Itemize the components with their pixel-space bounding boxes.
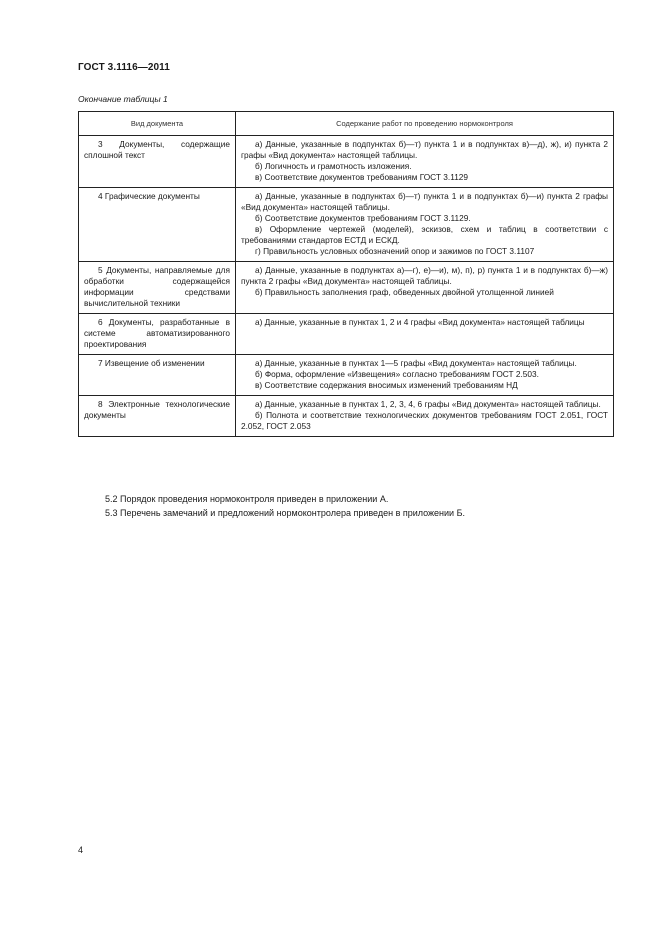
table-row [79, 136, 614, 188]
content-line: а) Данные, указанные в подпунктах б)—т) пункта 1 и в подпунктах б)—и) пункта 2 графы «Вид документа» настоящей таблицы. [241, 191, 608, 212]
content-line: б) Соответствие документов требованиям ГОСТ 3.1129. [255, 213, 471, 223]
content-cell [236, 396, 614, 437]
content-line: а) Данные, указанные в пунктах 1, 2, 3, 4, 6 графы «Вид документа» настоящей таблицы. [255, 399, 601, 409]
body-paragraphs [78, 493, 613, 520]
content-line: б) Правильность заполнения граф, обведенных двойной утолщенной линией [255, 287, 554, 297]
requirements-table [78, 111, 614, 437]
column-header-content: Содержание работ по проведению нормоконтроля [236, 112, 614, 136]
content-line: в) Оформление чертежей (моделей), эскизов, схем и таблиц в соответствии с требованиями стандартов ЕСТД и ЕСКД. [241, 224, 608, 245]
doc-type-cell: 5 Документы, направляемые для обработки содержащейся информации средствами вычислительной техники [79, 262, 236, 314]
table-row [79, 262, 614, 314]
content-cell [236, 355, 614, 396]
page-number: 4 [78, 845, 84, 855]
column-header-doc-type: Вид документа [79, 112, 236, 136]
doc-type-cell: 3 Документы, содержащие сплошной текст [79, 136, 236, 188]
content-line: б) Форма, оформление «Извещения» согласно требованиям ГОСТ 2.503. [255, 369, 539, 379]
content-line: г) Правильность условных обозначений опор и зажимов по ГОСТ 3.1107 [255, 246, 535, 256]
content-line: б) Логичность и грамотность изложения. [255, 161, 412, 171]
content-cell [236, 188, 614, 262]
content-line: а) Данные, указанные в подпунктах а)—г), е)—и), м), п), р) пункта 1 и в подпунктах б)—ж) пункта 2 графы «Вид документа» настоящей таблицы. [241, 265, 608, 286]
table-row [79, 396, 614, 437]
content-line: б) Полнота и соответствие технологических документов требованиям ГОСТ 2.051, ГОСТ 2.052, ГОСТ 2.053 [241, 410, 608, 431]
content-line: а) Данные, указанные в пунктах 1—5 графы «Вид документа» настоящей таблицы. [255, 358, 577, 368]
doc-type-cell: 8 Электронные технологические документы [79, 396, 236, 437]
paragraph-5-2: 5.2 Порядок проведения нормоконтроля приведен в приложении А. [105, 494, 389, 504]
content-line: в) Соответствие содержания вносимых изменений требованиям НД [255, 380, 518, 390]
doc-type-cell: 7 Извещение об изменении [79, 355, 236, 396]
content-line: а) Данные, указанные в пунктах 1, 2 и 4 графы «Вид документа» настоящей таблицы [255, 317, 585, 327]
content-cell [236, 136, 614, 188]
table-caption: Окончание таблицы 1 [78, 94, 168, 104]
content-line: а) Данные, указанные в подпунктах б)—т) пункта 1 и в подпунктах в)—д), ж), и) пункта 2 графы «Вид документа» настоящей таблицы. [241, 139, 608, 160]
table-row [79, 188, 614, 262]
doc-type-cell: 6 Документы, разработанные в системе автоматизированного проектирования [79, 314, 236, 355]
doc-type-cell: 4 Графические документы [79, 188, 236, 262]
document-header: ГОСТ 3.1116—2011 [78, 62, 170, 73]
content-cell [236, 262, 614, 314]
table-row [79, 314, 614, 355]
content-line: в) Соответствие документов требованиям ГОСТ 3.1129 [255, 172, 469, 182]
table-header-row [79, 112, 614, 136]
table-row [79, 355, 614, 396]
content-cell [236, 314, 614, 355]
paragraph-5-3: 5.3 Перечень замечаний и предложений нормоконтролера приведен в приложении Б. [105, 507, 465, 518]
